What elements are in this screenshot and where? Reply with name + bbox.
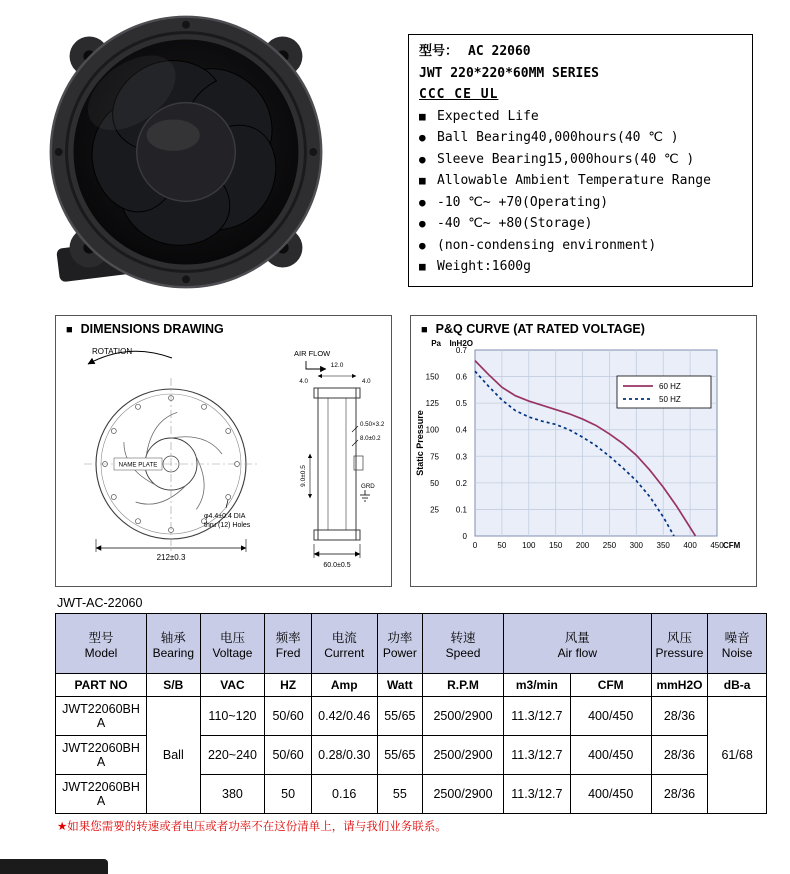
tick-label: 0.1 bbox=[455, 505, 467, 515]
circle-bullet-icon: ● bbox=[419, 238, 426, 252]
tick-label: 400 bbox=[683, 541, 697, 550]
dim-4b-label: 4.0 bbox=[362, 378, 371, 385]
legend-label: 50 HZ bbox=[659, 395, 681, 404]
cell-noise: 61/68 bbox=[708, 697, 767, 814]
y-axis-unit-label: Pa bbox=[431, 339, 441, 348]
tick-label: 125 bbox=[425, 399, 439, 409]
header-voltage: 电压 Voltage bbox=[200, 614, 265, 674]
header-bearing: 轴承 Bearing bbox=[147, 614, 201, 674]
circle-bullet-icon: ● bbox=[419, 152, 426, 166]
cell-part-no: JWT22060BHA bbox=[56, 736, 147, 775]
spec-item: ● -10 ℃~ +70(Operating) bbox=[419, 192, 742, 214]
tick-label: 350 bbox=[656, 541, 670, 550]
circle-bullet-icon: ● bbox=[419, 195, 426, 209]
square-bullet-icon: ■ bbox=[419, 260, 426, 273]
tick-label: 450 bbox=[710, 541, 724, 550]
header-airflow: 风量 Air flow bbox=[503, 614, 651, 674]
ground-symbol-icon bbox=[360, 490, 370, 501]
model-label: 型号： bbox=[419, 44, 459, 59]
cell-mmh2o: 28/36 bbox=[651, 697, 708, 736]
y2-axis-unit-label: InH2O bbox=[449, 339, 473, 348]
hole-dia-label: φ4.4±0.4 DIA bbox=[204, 513, 246, 520]
air-flow-label: AIR FLOW bbox=[294, 349, 331, 358]
dim-4a-label: 4.0 bbox=[299, 378, 308, 385]
model-line bbox=[419, 41, 742, 63]
spec-item: ■ Weight:1600g bbox=[419, 256, 742, 278]
spec-table bbox=[55, 613, 767, 814]
cell-mmh2o: 28/36 bbox=[651, 736, 708, 775]
tick-label: 0.6 bbox=[455, 372, 467, 382]
rotation-label: ROTATION bbox=[92, 347, 133, 356]
model-value: AC 22060 bbox=[468, 44, 531, 59]
y-axis-title: Static Pressure bbox=[415, 410, 425, 476]
cell-part-no: JWT22060BHA bbox=[56, 775, 147, 814]
subheader-m3min: m3/min bbox=[503, 674, 570, 697]
subheader-hz: HZ bbox=[265, 674, 312, 697]
pq-curve-panel bbox=[410, 315, 757, 587]
dimensions-panel bbox=[55, 315, 392, 587]
spec-item: ■ Allowable Ambient Temperature Range bbox=[419, 170, 742, 192]
table-row bbox=[56, 697, 767, 736]
frame-depth-label: 60.0±0.5 bbox=[323, 562, 351, 569]
cell-mmh2o: 28/36 bbox=[651, 775, 708, 814]
dim-8-label: 8.0±0.2 bbox=[360, 435, 381, 442]
tick-label: 25 bbox=[430, 505, 439, 515]
tick-label: 0.4 bbox=[455, 425, 467, 435]
tick-label: 200 bbox=[575, 541, 590, 550]
cell-watt: 55/65 bbox=[377, 736, 423, 775]
tick-label: 100 bbox=[425, 425, 439, 435]
table-title: JWT-AC-22060 bbox=[57, 596, 143, 610]
cell-cfm: 400/450 bbox=[570, 775, 651, 814]
cell-vac: 220~240 bbox=[200, 736, 265, 775]
spec-item: ● Ball Bearing40,000hours(40 ℃ ) bbox=[419, 127, 742, 149]
hole-count-label: thru (12) Holes bbox=[204, 522, 251, 529]
cell-cfm: 400/450 bbox=[570, 697, 651, 736]
bottom-edge-bar bbox=[0, 859, 108, 874]
tick-label: 0.3 bbox=[455, 452, 467, 462]
subheader-mmh2o: mmH2O bbox=[651, 674, 708, 697]
tick-label: 75 bbox=[430, 452, 439, 462]
dim-12-label: 12.0 bbox=[330, 362, 344, 369]
subheader-vac: VAC bbox=[200, 674, 265, 697]
cell-amp: 0.42/0.46 bbox=[311, 697, 377, 736]
subheader-dba: dB-a bbox=[708, 674, 767, 697]
certifications-line: CCC CE UL bbox=[419, 87, 499, 102]
cell-vac: 380 bbox=[200, 775, 265, 814]
spec-item: ● Sleeve Bearing15,000hours(40 ℃ ) bbox=[419, 149, 742, 171]
legend-label: 60 HZ bbox=[659, 382, 681, 391]
header-frequency: 频率 Fred bbox=[265, 614, 312, 674]
dimensions-title: ■ DIMENSIONS DRAWING bbox=[66, 322, 224, 336]
header-current: 电流 Current bbox=[311, 614, 377, 674]
pq-title: ■ P&Q CURVE (AT RATED VOLTAGE) bbox=[421, 322, 645, 336]
spec-item: ● (non-condensing environment) bbox=[419, 235, 742, 257]
contact-note: ★如果您需要的转速或者电压或者功率不在这份清单上，请与我们业务联系。 bbox=[57, 821, 447, 833]
dim-9-label: 9.0±0.5 bbox=[300, 465, 307, 487]
dim-slot-label: 0.50×3.2 bbox=[360, 421, 385, 428]
cell-m3min: 11.3/12.7 bbox=[503, 697, 570, 736]
hole-leader bbox=[226, 500, 228, 508]
subheader-rpm: R.P.M bbox=[423, 674, 504, 697]
header-speed: 转速 Speed bbox=[423, 614, 504, 674]
subheader-cfm: CFM bbox=[570, 674, 651, 697]
header-noise: 噪音 Noise bbox=[708, 614, 767, 674]
cell-part-no: JWT22060BHA bbox=[56, 697, 147, 736]
square-bullet-icon: ■ bbox=[419, 174, 426, 187]
spec-box bbox=[408, 34, 753, 287]
square-bullet-icon: ■ bbox=[421, 324, 428, 336]
cell-rpm: 2500/2900 bbox=[423, 697, 504, 736]
x-axis-unit-label: CFM bbox=[723, 541, 741, 550]
subheader-amp: Amp bbox=[311, 674, 377, 697]
tick-label: 50 bbox=[430, 478, 439, 488]
fan-side-view bbox=[314, 388, 363, 540]
tick-label: 150 bbox=[425, 372, 439, 382]
spec-item: ● -40 ℃~ +80(Storage) bbox=[419, 213, 742, 235]
cell-watt: 55/65 bbox=[377, 697, 423, 736]
cell-m3min: 11.3/12.7 bbox=[503, 736, 570, 775]
grd-label: GRD bbox=[361, 483, 375, 490]
tick-label: 300 bbox=[629, 541, 644, 550]
cell-bearing: Ball bbox=[147, 697, 201, 814]
cell-rpm: 2500/2900 bbox=[423, 775, 504, 814]
square-bullet-icon: ■ bbox=[419, 109, 426, 123]
square-bullet-icon: ■ bbox=[66, 324, 73, 336]
subheader-row bbox=[56, 674, 767, 697]
fan-product-photo bbox=[38, 8, 334, 296]
frame-width-label: 212±0.3 bbox=[156, 553, 186, 562]
subheader-watt: Watt bbox=[377, 674, 423, 697]
tick-label: 250 bbox=[602, 541, 617, 550]
tick-label: 0 bbox=[472, 541, 478, 550]
header-model: 型号 Model bbox=[56, 614, 147, 674]
name-plate-label: NAME PLATE bbox=[118, 461, 158, 469]
cell-amp: 0.28/0.30 bbox=[311, 736, 377, 775]
tick-label: 150 bbox=[548, 541, 563, 550]
tick-label: 50 bbox=[497, 541, 507, 550]
circle-bullet-icon: ● bbox=[419, 131, 426, 144]
dimensions-drawing bbox=[56, 336, 391, 578]
cell-hz: 50/60 bbox=[265, 736, 312, 775]
cell-watt: 55 bbox=[377, 775, 423, 814]
header-row bbox=[56, 614, 767, 674]
header-pressure: 风压 Pressure bbox=[651, 614, 708, 674]
cell-rpm: 2500/2900 bbox=[423, 736, 504, 775]
tick-label: 0.7 bbox=[455, 346, 467, 355]
cell-vac: 110~120 bbox=[200, 697, 265, 736]
circle-bullet-icon: ● bbox=[419, 217, 426, 230]
tick-label: 0.2 bbox=[455, 478, 467, 488]
air-flow-arrow bbox=[306, 361, 326, 369]
cell-cfm: 400/450 bbox=[570, 736, 651, 775]
subheader-part-no: PART NO bbox=[56, 674, 147, 697]
spec-item: ■ Expected Life bbox=[419, 106, 742, 128]
tick-label: 100 bbox=[522, 541, 536, 550]
cell-hz: 50/60 bbox=[265, 697, 312, 736]
tick-label: 0.5 bbox=[455, 399, 467, 409]
header-power: 功率 Power bbox=[377, 614, 423, 674]
pq-curve-chart bbox=[411, 336, 754, 576]
cell-hz: 50 bbox=[265, 775, 312, 814]
series-line: JWT 220*220*60MM SERIES bbox=[419, 65, 600, 81]
cell-amp: 0.16 bbox=[311, 775, 377, 814]
cell-m3min: 11.3/12.7 bbox=[503, 775, 570, 814]
tick-label: 0 bbox=[462, 532, 467, 541]
subheader-sb: S/B bbox=[147, 674, 201, 697]
